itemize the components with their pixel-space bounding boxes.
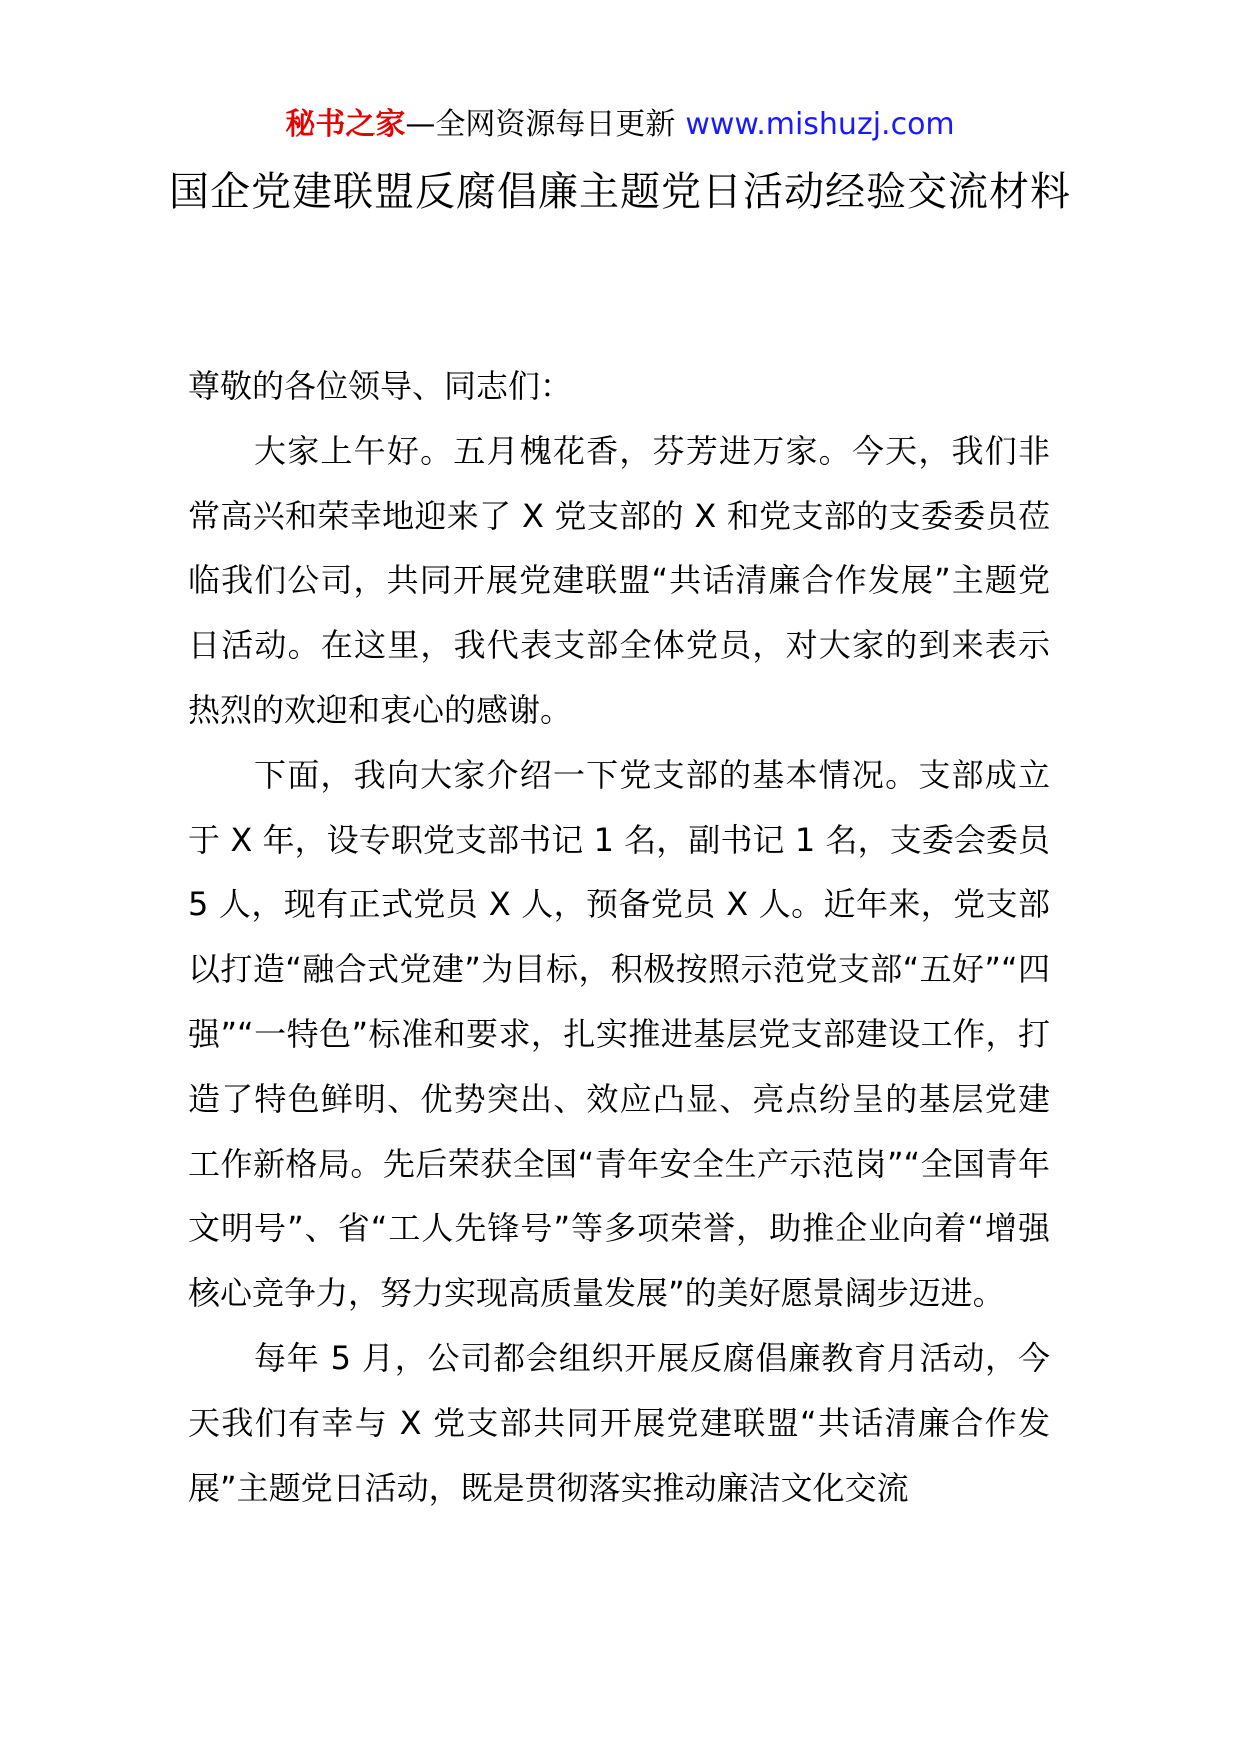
salutation: 尊敬的各位领导、同志们： <box>188 367 573 405</box>
site-url-link[interactable]: www.mishuzj.com <box>685 107 955 142</box>
body-paragraph: 下面，我向大家介绍一下党支部的基本情况。支部成立于 X 年，设专职党支部书记 1 名，副书记 1 名，支委会委员 5 人，现有正式党员 X 人，预备党员 X 人。近年来，党支部以打造“融合式党建”为目标，积极按照示范党支部“五好”“四强”“一特色”标准和要求，扎实推进基层党支部建设工作，打造了特色鲜明、优势突出、效应凸显、亮点纷呈的基层党建工作新格局。先后荣获全国“青年安全生产示范岗”“全国青年文明号”、省“工人先锋号”等多项荣誉，助推企业向着“增强核心竞争力，努力实现高质量发展”的美好愿景阔步迈进。 <box>188 755 1050 1313</box>
body-paragraph: 大家上午好。五月槐花香，芬芳进万家。今天，我们非常高兴和荣幸地迎来了 X 党支部的 X 和党支部的支委委员莅临我们公司，共同开展党建联盟“共话清廉合作发展”主题党日活动。在这里，我代表支部全体党员，对大家的到来表示热烈的欢迎和衷心的感谢。 <box>188 431 1050 729</box>
document-title: 国企党建联盟反腐倡廉主题党日活动经验交流材料 <box>169 169 1071 215</box>
site-tagline: —全网资源每日更新 <box>405 107 676 142</box>
site-header <box>0 102 1240 148</box>
document-body <box>188 354 1050 1520</box>
body-paragraph: 每年 5 月，公司都会组织开展反腐倡廉教育月活动，今天我们有幸与 X 党支部共同开展党建联盟“共话清廉合作发展”主题党日活动，既是贯彻落实推动廉洁文化交流 <box>188 1338 1050 1507</box>
site-brand: 秘书之家 <box>285 107 406 142</box>
